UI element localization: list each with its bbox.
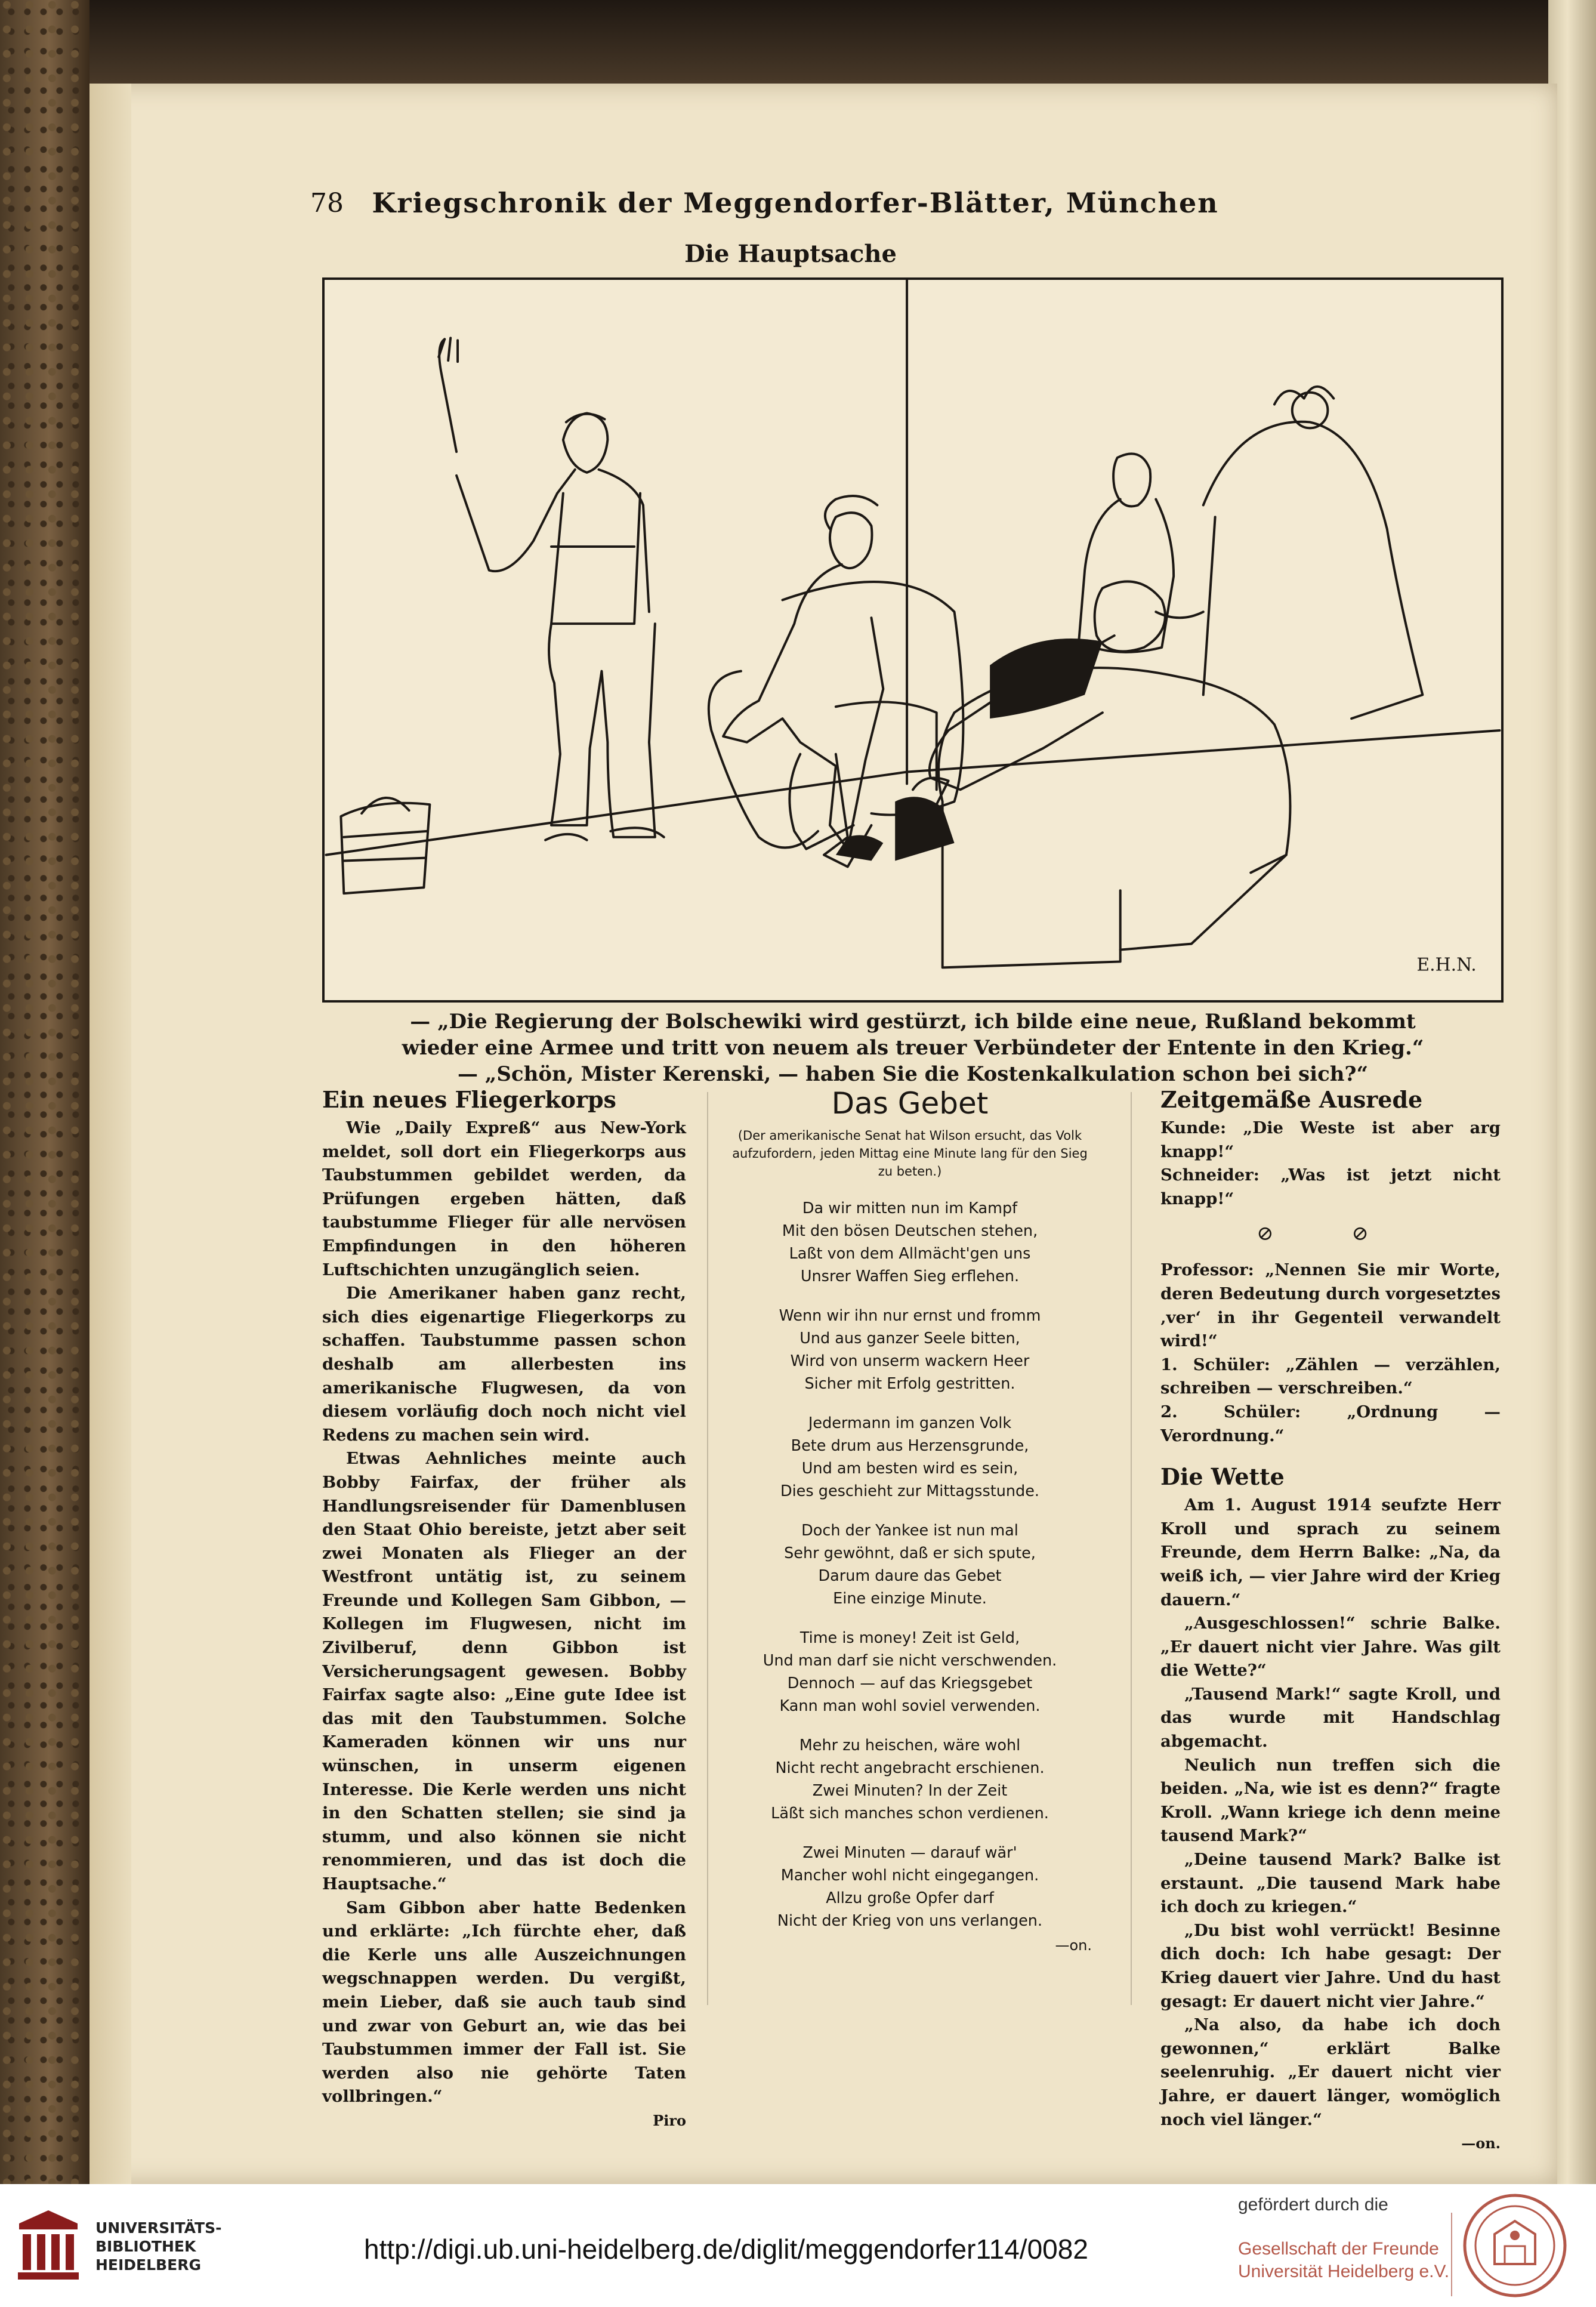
paragraph: „Ausgeschlossen!“ schrie Balke. „Er dauert nicht vier Jahre. Was gilt die Wette?“ — [1160, 1614, 1501, 1680]
verse-line: Nicht recht angebracht erschienen. — [775, 1759, 1045, 1777]
university-library-name — [95, 2219, 221, 2274]
poem-note: (Der amerikanische Senat hat Wilson ersucht, das Volk aufzufordern, jeden Mittag eine Minute lang für den Sieg zu beten.) — [732, 1128, 1088, 1179]
article-heading-wette: Die Wette — [1160, 1463, 1285, 1491]
ornament-divider: ⊘ ⊘ — [1257, 1222, 1404, 1246]
floor-line-right — [907, 730, 1499, 772]
armchair-right-tall — [1203, 387, 1423, 718]
caption-line: wieder eine Armee und tritt von neuem als treuer Verbündeter der Entente in den Krieg.“ — [402, 1036, 1424, 1060]
stanza — [728, 1734, 1092, 1825]
library-name-line: UNIVERSITÄTS- — [95, 2219, 222, 2237]
paragraph: Wie „Daily Expreß“ aus New-York meldet, soll dort ein Fliegerkorps aus Taubstummen gebildet werden, da Prüfungen ergeben hätten, daß taubstumme Flieger für alle nervösen Empfindungen in den höheren Luftschichten unzugänglich seien. — [322, 1118, 686, 1279]
dialog-line: Kunde: „Die Weste ist aber arg knapp!“ — [1160, 1118, 1501, 1161]
running-head — [310, 185, 1271, 221]
stanza — [728, 1627, 1092, 1717]
poem-das-gebet — [728, 1086, 1092, 1954]
seated-figure-left — [723, 496, 883, 867]
paragraph: Die Amerikaner haben ganz recht, sich dies eigenartige Fliegerkorps zu schaffen. Taubstumme passen schon deshalb am allerbesten ins amerikanische Flugwesen, da von diesem vorläufig doch noch nicht viel Redens zu machen sein wird. — [322, 1284, 686, 1445]
author-signature: Piro — [653, 2111, 686, 2129]
artist-signature: E.H.N. — [1416, 954, 1477, 976]
supported-by-label: gefördert durch die — [1238, 2195, 1388, 2215]
verse-line: Bete drum aus Herzensgrunde, — [791, 1437, 1029, 1455]
stanza — [728, 1197, 1092, 1288]
verse-line: Laßt von dem Allmächt'gen uns — [789, 1245, 1031, 1263]
footer-divider — [1451, 2213, 1452, 2296]
permalink-url[interactable]: http://digi.ub.uni-heidelberg.de/diglit/meggendorfer114/0082 — [364, 2234, 1088, 2265]
verse-line: Mit den bösen Deutschen stehen, — [782, 1222, 1038, 1240]
verse-line: Zwei Minuten? In der Zeit — [812, 1782, 1008, 1800]
paragraph: „Tausend Mark!“ sagte Kroll, und das wurde mit Handschlag abgemacht. — [1160, 1684, 1501, 1751]
verse-line: Mancher wohl nicht eingegangen. — [780, 1867, 1039, 1885]
cartoon-drawing — [325, 280, 1501, 1000]
verse-line: Läßt sich manches schon verdienen. — [771, 1805, 1049, 1822]
verse-line: Darum daure das Gebet — [818, 1567, 1002, 1585]
poem-signature: —on. — [1055, 1937, 1092, 1954]
verse-line: Kann man wohl soviel verwenden. — [779, 1697, 1041, 1715]
verse-line: Eine einzige Minute. — [833, 1590, 987, 1608]
verse-line: Sehr gewöhnt, daß er sich spute, — [784, 1544, 1036, 1562]
dialog-line: Professor: „Nennen Sie mir Worte, deren Bedeutung durch vorgesetztes ‚ver‘ in ihr Gegenteil verwandelt wird!“ — [1160, 1260, 1501, 1351]
verse-line: Sicher mit Erfolg gestritten. — [804, 1375, 1015, 1393]
paragraph: Sam Gibbon aber hatte Bedenken und erklärte: „Ich fürchte eher, daß die Kerle uns alle Auszeichnungen wegschnappen werden. Du vergißt, mein Lieber, daß sie auch taub sind und zwar von Geburt an, wie das bei Taubstummen immer der Fall ist. Sie werden also nie gehörte Taten vollbringen.“ — [322, 1898, 686, 2106]
caption-line: — „Die Regierung der Bolschewiki wird gestürzt, ich bilde eine neue, Rußland bekommt — [410, 1010, 1416, 1034]
article-body-wette — [1160, 1494, 1501, 2152]
dialog-line: 2. Schüler: „Ordnung — Verordnung.“ — [1160, 1402, 1501, 1445]
verse-line: Und am besten wird es sein, — [801, 1460, 1018, 1478]
verse-line: Und man darf sie nicht verschwenden. — [763, 1652, 1057, 1670]
sponsor-line: Universität Heidelberg e.V. — [1238, 2262, 1450, 2281]
cartoon-illustration — [322, 277, 1504, 1003]
verse-line: Nicht der Krieg von uns verlangen. — [777, 1912, 1043, 1930]
article-fliegerkorps — [322, 1086, 686, 2133]
dialog-line: Schneider: „Was ist jetzt nicht knapp!“ — [1160, 1165, 1501, 1208]
scan-background-top — [89, 0, 1596, 87]
paragraph: Etwas Aehnliches meinte auch Bobby Fairfax, der früher als Handlungsreisender für Damenblusen den Staat Ohio bereiste, jetzt aber seit zwei Monaten als Flieger an der Westfront untätig ist, zu seinem Freunde und Kollegen Sam Gibbon, — Kollegen im Flugwesen, nicht im Zivilberuf, denn Gibbon ist Versicherungsagent gewesen. Bobby Fairfax sagte also: „Eine gute Idee ist das mit den Taubstummen. Solche Kameraden können wir uns nur wünschen, in unserm eigenen Interesse. Die Kerle werden uns nicht in den Schatten stellen; sie sind ja stumm, und also können sie nicht renommieren, und das ist doch die Hauptsache.“ — [322, 1449, 686, 1893]
paragraph: Am 1. August 1914 seufzte Herr Kroll und sprach zu seinem Freunde, dem Herrn Balke: „Na, da weiß ich, — vier Jahre wird der Krieg dauern.“ — [1160, 1495, 1501, 1609]
dialog-professor — [1160, 1259, 1501, 1448]
dark-coat — [990, 639, 1103, 718]
sponsor-name — [1238, 2238, 1449, 2283]
scan-background-left-cover — [0, 0, 89, 2184]
verse-line: Jedermann im ganzen Volk — [808, 1414, 1012, 1432]
verse-line: Mehr zu heischen, wäre wohl — [799, 1737, 1021, 1754]
column-rule — [707, 1092, 708, 2005]
stanza — [728, 1304, 1092, 1395]
paragraph: Neulich nun treffen sich die beiden. „Na, wie ist es denn?“ fragte Kroll. „Wann kriege ich denn meine tausend Mark?“ — [1160, 1755, 1501, 1846]
sponsor-line: Gesellschaft der Freunde — [1238, 2239, 1439, 2259]
verse-line: Unsrer Waffen Sieg erflehen. — [800, 1267, 1020, 1285]
page-gutter — [89, 84, 131, 2184]
digitization-footer — [0, 2184, 1596, 2307]
library-name-line: HEIDELBERG — [95, 2256, 201, 2274]
dialog-line: 1. Schüler: „Zählen — verzählen, schreiben — verschreiben.“ — [1160, 1355, 1501, 1398]
verse-line: Zwei Minuten — darauf wär' — [802, 1844, 1017, 1862]
page-number: 78 — [310, 187, 344, 218]
paragraph: „Du bist wohl verrückt! Besinne dich doch: Ich habe gesagt: Der Krieg dauert vier Jahre. Und du hast gesagt: Er dauert nicht vier Jahre.“ — [1160, 1920, 1501, 2011]
article-heading: Ein neues Fliegerkorps — [322, 1086, 616, 1113]
verse-line: Doch der Yankee ist nun mal — [801, 1522, 1018, 1540]
verse-line: Wenn wir ihn nur ernst und fromm — [779, 1307, 1041, 1325]
caption-line: — „Schön, Mister Kerenski, — haben Sie die Kostenkalkulation schon bei sich?“ — [457, 1062, 1369, 1086]
verse-line: Und aus ganzer Seele bitten, — [799, 1330, 1020, 1347]
poem-title: Das Gebet — [831, 1086, 989, 1121]
paragraph: „Na also, da habe ich doch gewonnen,“ erklärt Balke seelenruhig. „Er dauert nicht vier Jahre, er dauert länger, womöglich noch viel länger.“ — [1160, 2015, 1501, 2129]
university-seal-icon — [1462, 2192, 1568, 2299]
article-heading-ausrede: Zeitgemäße Ausrede — [1160, 1086, 1423, 1113]
verse-line: Time is money! Zeit ist Geld, — [799, 1629, 1020, 1647]
stanza — [728, 1519, 1092, 1610]
verse-line: Wird von unserm wackern Heer — [790, 1352, 1030, 1370]
library-name-line: BIBLIOTHEK — [95, 2238, 196, 2255]
running-title: Kriegschronik der Meggendorfer-Blätter, München — [372, 187, 1219, 219]
author-signature: —on. — [1461, 2135, 1501, 2152]
dark-boots — [895, 797, 954, 861]
article-body — [322, 1117, 686, 2129]
stanza — [728, 1842, 1092, 1932]
dialog-tailor — [1160, 1117, 1501, 1211]
stanza — [728, 1412, 1092, 1503]
verse-line: Dennoch — auf das Kriegsgebet — [787, 1674, 1033, 1692]
standing-figure — [439, 338, 663, 840]
right-column — [1160, 1086, 1501, 2155]
verse-line: Dies geschieht zur Mittagsstunde. — [780, 1482, 1040, 1500]
seated-figure-right — [1079, 454, 1203, 652]
verse-line: Allzu große Opfer darf — [826, 1889, 994, 1907]
column-rule — [1131, 1092, 1132, 2005]
cartoon-caption — [334, 1008, 1492, 1087]
university-library-logo-icon — [13, 2206, 84, 2284]
paragraph: „Deine tausend Mark? Balke ist erstaunt. „Die tausend Mark habe ich doch zu kriegen.“ — [1160, 1850, 1501, 1917]
cartoon-title: Die Hauptsache — [684, 240, 897, 268]
verse-line: Da wir mitten nun im Kampf — [802, 1199, 1018, 1217]
